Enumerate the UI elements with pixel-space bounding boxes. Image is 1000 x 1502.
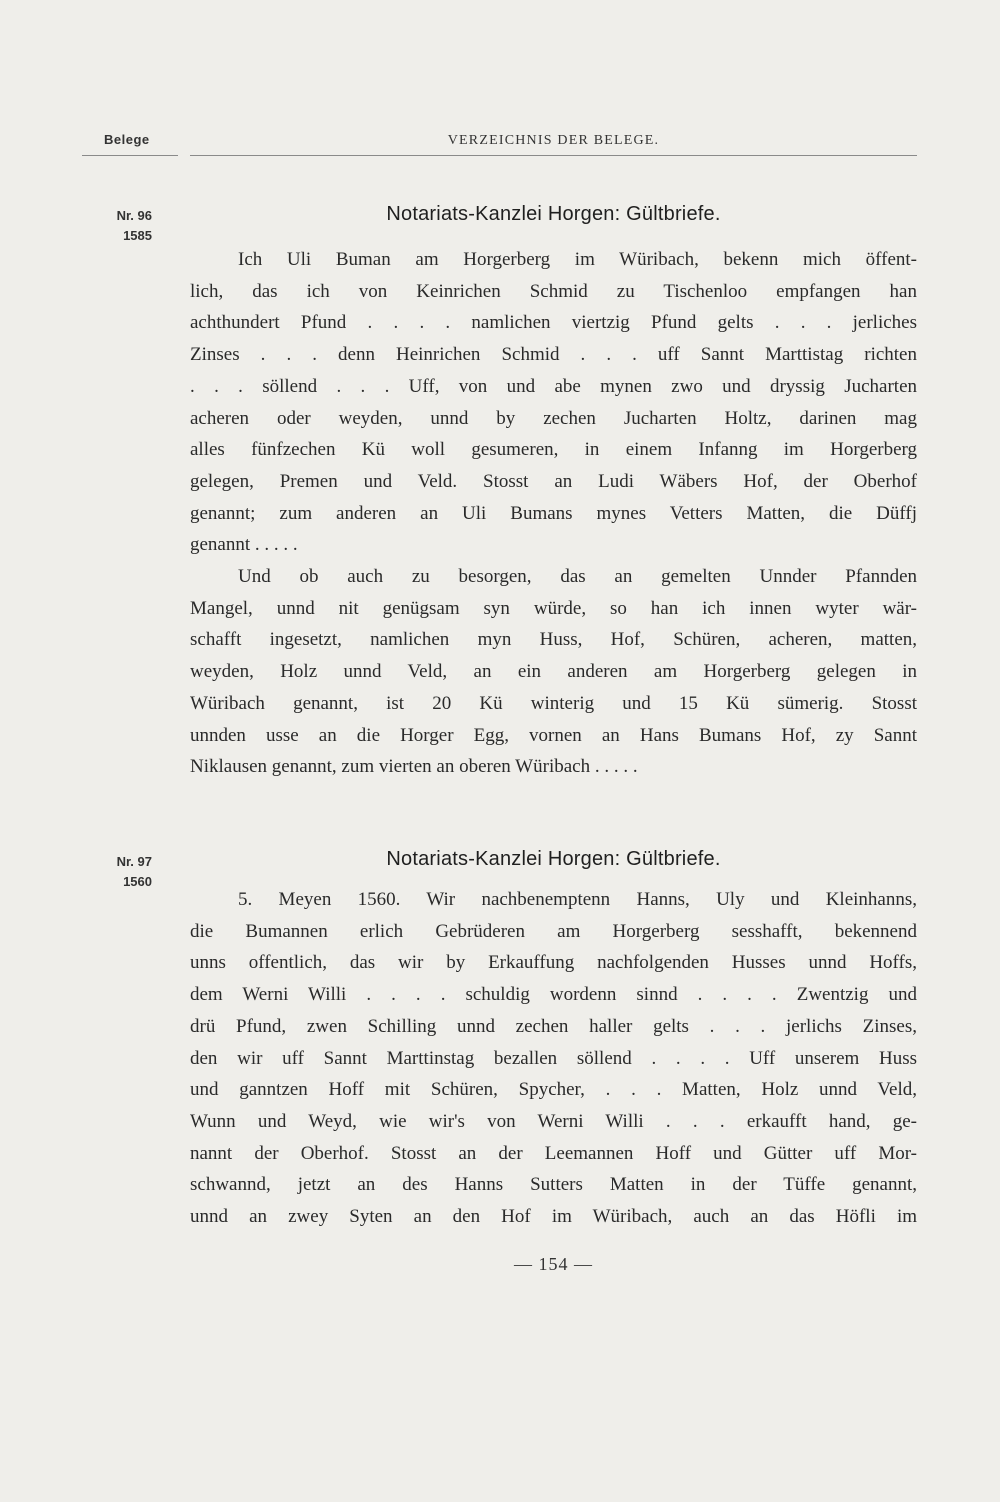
entry-number: Nr. 97 bbox=[116, 854, 152, 869]
page-number: — 154 — bbox=[514, 1254, 593, 1274]
entry-year: 1585 bbox=[123, 228, 152, 243]
text-line: unns offentlich, das wir by Erkauffung nachfolgenden Husses unnd Hoffs, bbox=[190, 952, 917, 974]
header-rule-left bbox=[82, 155, 178, 156]
running-head-title: VERZEICHNIS DER BELEGE. bbox=[447, 133, 660, 148]
text-line: nannt der Oberhof. Stosst an der Leemannen Hoff und Gütter uff Mor- bbox=[190, 1142, 917, 1164]
text-line: . . . söllend . . . Uff, von und abe mynen zwo und dryssig Jucharten bbox=[190, 375, 917, 397]
margin-note-nr-96 bbox=[82, 206, 152, 246]
text-line: 5. Meyen 1560. Wir nachbenemptenn Hanns, Uly und Kleinhanns, bbox=[238, 889, 917, 910]
entry-year: 1560 bbox=[123, 874, 152, 889]
margin-note-nr-97 bbox=[82, 852, 152, 892]
text-line: Und ob auch zu besorgen, das an gemelten Unnder Pfannden bbox=[238, 566, 917, 588]
text-line: und ganntzen Hoff mit Schüren, Spycher, . . . Matten, Holz unnd Veld, bbox=[190, 1079, 917, 1101]
text-line: drü Pfund, zwen Schilling unnd zechen haller gelts . . . jerlichs Zinses, bbox=[190, 1015, 917, 1037]
text-line: gelegen, Premen und Veld. Stosst an Ludi Wäbers Hof, der Oberhof bbox=[190, 470, 917, 492]
text-line: Ich Uli Buman am Horgerberg im Würibach, bekenn mich öffent- bbox=[238, 249, 917, 270]
text-line: lich, das ich von Keinrichen Schmid zu Tischenloo empfangen han bbox=[190, 280, 917, 302]
running-head-left: Belege bbox=[104, 132, 150, 147]
section-title-nr-96: Notariats-Kanzlei Horgen: Gültbriefe. bbox=[386, 203, 721, 225]
entry-text-nr-97 bbox=[190, 884, 917, 1233]
text-line: achthundert Pfund . . . . namlichen viertzig Pfund gelts . . . jerliches bbox=[190, 312, 917, 334]
text-line: alles fünfzechen Kü woll gesumeren, in einem Infanng im Horgerberg bbox=[190, 439, 917, 461]
text-line: Zinses . . . denn Heinrichen Schmid . . . uff Sannt Marttistag richten bbox=[190, 344, 917, 366]
text-line: Würibach genannt, ist 20 Kü winterig und 15 Kü sümerig. Stosst bbox=[190, 692, 917, 714]
entry-number: Nr. 96 bbox=[116, 208, 152, 223]
text-line: acheren oder weyden, unnd by zechen Jucharten Holtz, darinen mag bbox=[190, 407, 917, 429]
text-line: schafft ingesetzt, namlichen myn Huss, Hof, Schüren, acheren, matten, bbox=[190, 629, 917, 651]
text-line: genannt . . . . . bbox=[190, 534, 298, 556]
section-title-nr-97: Notariats-Kanzlei Horgen: Gültbriefe. bbox=[386, 848, 721, 870]
text-line: Mangel, unnd nit genügsam syn würde, so han ich innen wyter wär- bbox=[190, 597, 917, 619]
text-line: Niklausen genannt, zum vierten an oberen Würibach . . . . . bbox=[190, 756, 638, 778]
text-line: dem Werni Willi . . . . schuldig wordenn sinnd . . . . Zwentzig und bbox=[190, 984, 917, 1006]
entry-text-nr-96 bbox=[190, 244, 917, 783]
text-line: unnd an zwey Syten an den Hof im Würibach, auch an das Höfli im bbox=[190, 1206, 917, 1228]
text-line: die Bumannen erlich Gebrüderen am Horgerberg sesshafft, bekennend bbox=[190, 920, 917, 942]
text-line: schwannd, jetzt an des Hanns Sutters Matten in der Tüffe genannt, bbox=[190, 1174, 917, 1196]
header-rule-main bbox=[190, 155, 917, 156]
text-line: Wunn und Weyd, wie wir's von Werni Willi . . . erkaufft hand, ge- bbox=[190, 1110, 917, 1132]
text-line: unnden usse an die Horger Egg, vornen an Hans Bumans Hof, zy Sannt bbox=[190, 724, 917, 746]
text-line: den wir uff Sannt Marttinstag bezallen söllend . . . . Uff unserem Huss bbox=[190, 1047, 917, 1069]
text-line: weyden, Holz unnd Veld, an ein anderen am Horgerberg gelegen in bbox=[190, 661, 917, 683]
text-line: genannt; zum anderen an Uli Bumans mynes Vetters Matten, die Düffj bbox=[190, 502, 917, 524]
